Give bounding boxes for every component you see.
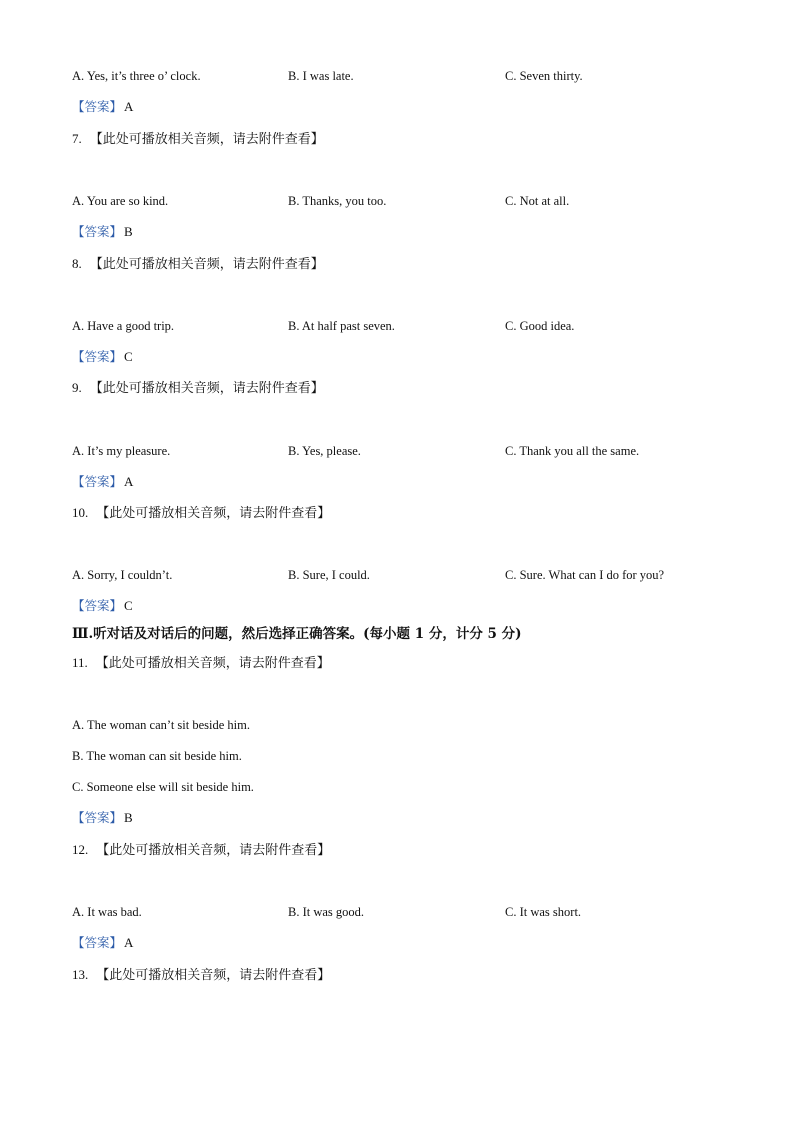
answer-tag: 【答案】: [72, 349, 123, 364]
audio-note: 【此处可播放相关音频，请去附件查看】: [96, 506, 331, 521]
question-number: 8.: [72, 256, 82, 271]
q12-answer: [72, 935, 133, 951]
question-number: 7.: [72, 131, 82, 146]
audio-note: 【此处可播放相关音频，请去附件查看】: [89, 381, 324, 396]
question-number: 12.: [72, 842, 89, 857]
q12-option-b: B. It was good.: [288, 905, 365, 919]
q11-header: [72, 655, 330, 672]
answer-value: A: [124, 474, 134, 489]
q12-option-c: C. It was short.: [505, 905, 582, 919]
question-number: 11.: [72, 655, 88, 670]
q10-option-a: A. Sorry, I couldn’t.: [72, 568, 173, 582]
q7-header: [72, 131, 324, 148]
q11-answer: [72, 810, 133, 826]
q6-answer: [72, 99, 133, 115]
answer-tag: 【答案】: [72, 598, 123, 613]
q10-answer: [72, 598, 133, 614]
q8-header: [72, 256, 324, 273]
q6-option-c: C. Seven thirty.: [505, 69, 583, 83]
q11-option-b: B. The woman can sit beside him.: [72, 749, 242, 763]
audio-note: 【此处可播放相关音频，请去附件查看】: [95, 656, 330, 671]
q8-answer: [72, 349, 133, 365]
q9-header: [72, 380, 324, 397]
audio-note: 【此处可播放相关音频，请去附件查看】: [96, 843, 331, 858]
answer-value: B: [124, 810, 133, 825]
section-title: Ⅲ.听对话及对话后的问题，然后选择正确答案。(每小题 1 分，计分 5 分): [72, 626, 522, 642]
q7-option-a: A. You are so kind.: [72, 194, 169, 208]
q7-option-c: C. Not at all.: [505, 194, 570, 208]
question-number: 13.: [72, 967, 89, 982]
q8-option-b: B. At half past seven.: [288, 319, 395, 333]
answer-value: C: [124, 598, 133, 613]
answer-tag: 【答案】: [72, 935, 123, 950]
q6-option-a: A. Yes, it’s three o’ clock.: [72, 69, 201, 83]
answer-tag: 【答案】: [72, 474, 123, 489]
q13-header: [72, 967, 330, 984]
answer-tag: 【答案】: [72, 810, 123, 825]
audio-note: 【此处可播放相关音频，请去附件查看】: [89, 132, 324, 147]
audio-note: 【此处可播放相关音频，请去附件查看】: [96, 968, 331, 983]
q9-option-a: A. It’s my pleasure.: [72, 444, 171, 458]
q10-option-c: C. Sure. What can I do for you?: [505, 568, 665, 582]
q7-option-b: B. Thanks, you too.: [288, 194, 387, 208]
q11-option-a: A. The woman can’t sit beside him.: [72, 718, 250, 732]
audio-note: 【此处可播放相关音频，请去附件查看】: [89, 257, 324, 272]
q9-option-b: B. Yes, please.: [288, 444, 361, 458]
q12-header: [72, 842, 330, 859]
answer-value: A: [124, 99, 134, 114]
q7-answer: [72, 224, 133, 240]
q12-option-a: A. It was bad.: [72, 905, 142, 919]
q8-option-c: C. Good idea.: [505, 319, 575, 333]
answer-value: B: [124, 224, 133, 239]
q6-option-b: B. I was late.: [288, 69, 354, 83]
answer-value: A: [124, 935, 134, 950]
q8-option-a: A. Have a good trip.: [72, 319, 175, 333]
q10-option-b: B. Sure, I could.: [288, 568, 370, 582]
answer-tag: 【答案】: [72, 224, 123, 239]
q11-option-c: C. Someone else will sit beside him.: [72, 780, 254, 794]
answer-value: C: [124, 349, 133, 364]
q10-header: [72, 505, 330, 522]
question-number: 10.: [72, 505, 89, 520]
q9-answer: [72, 474, 133, 490]
q9-option-c: C. Thank you all the same.: [505, 444, 640, 458]
question-number: 9.: [72, 380, 82, 395]
answer-tag: 【答案】: [72, 99, 123, 114]
